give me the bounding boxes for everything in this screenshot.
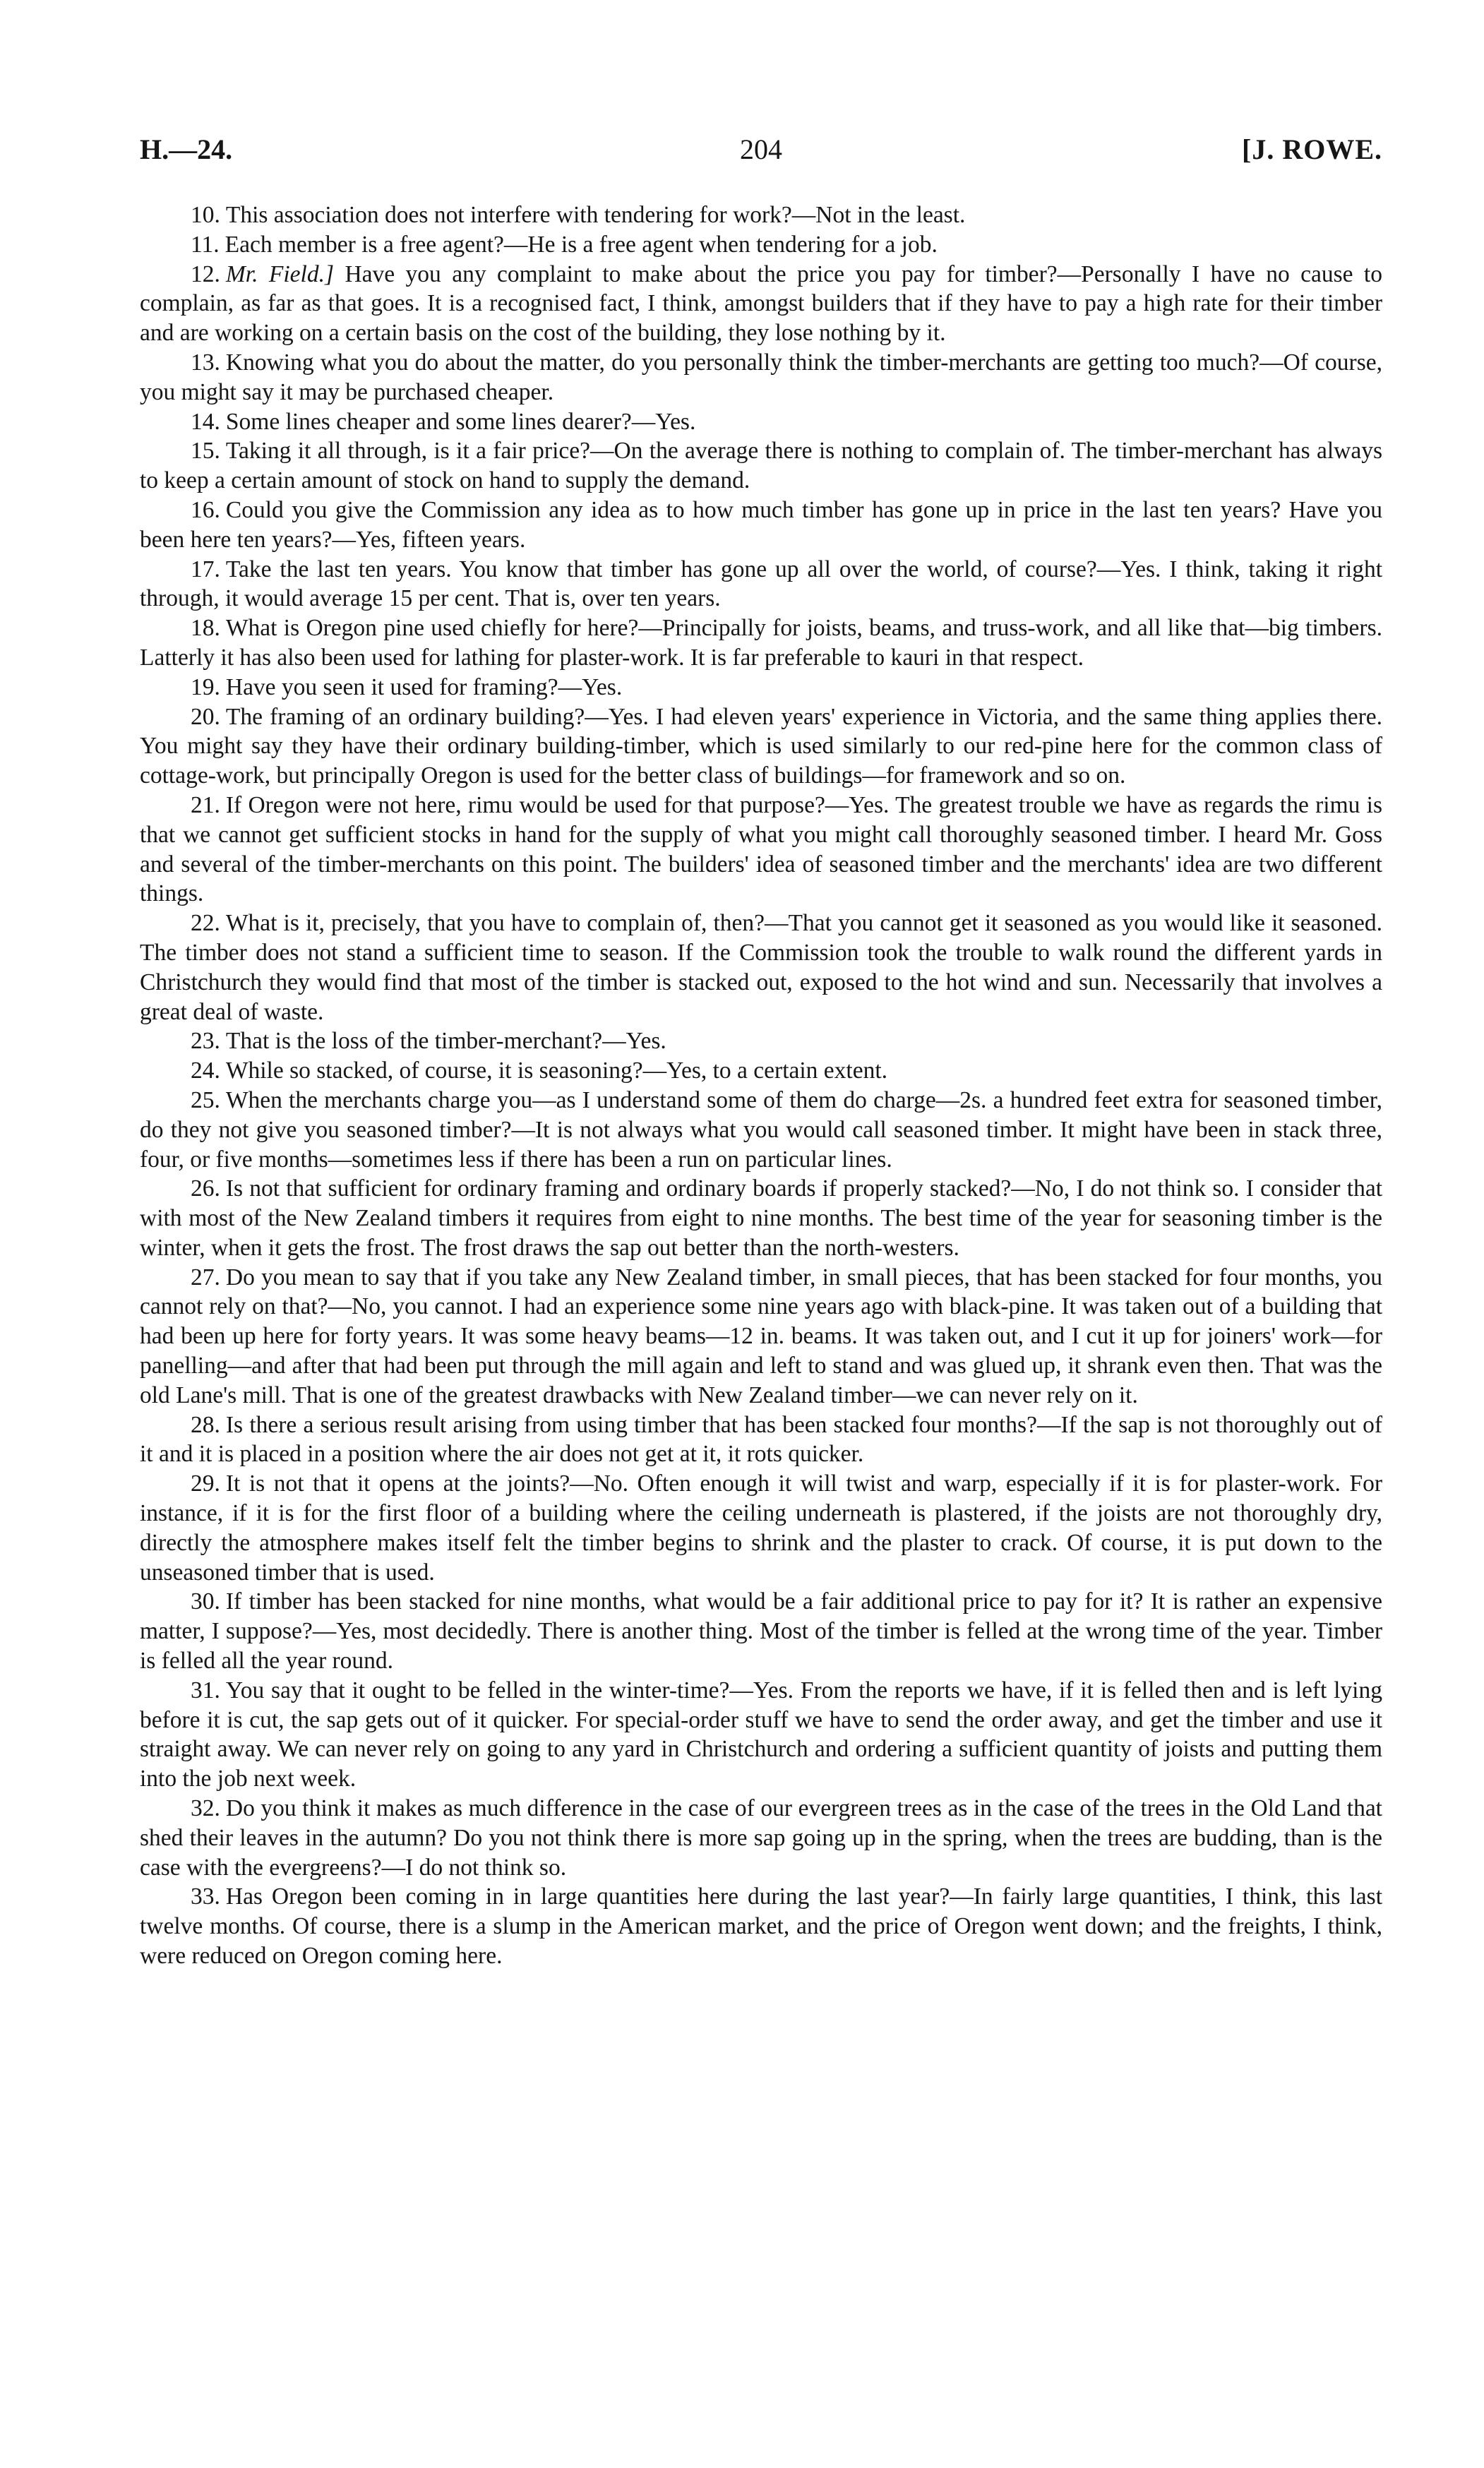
question-number: 23.: [191, 1028, 220, 1055]
question-text: That is the loss of the timber-merchant?—Yes.: [225, 1028, 666, 1055]
question-number: 19.: [191, 673, 220, 700]
question-number: 28.: [191, 1411, 220, 1438]
question-14: [140, 407, 1382, 437]
question-20: [140, 702, 1382, 791]
question-15: [140, 436, 1382, 496]
question-29: [140, 1469, 1382, 1587]
question-24: [140, 1056, 1382, 1086]
question-text: While so stacked, of course, it is seasoning?—Yes, to a certain extent.: [225, 1058, 888, 1084]
question-22: [140, 909, 1382, 1026]
question-text: Have you seen it used for framing?—Yes.: [225, 673, 623, 700]
paper-code: H.—24.: [140, 133, 233, 165]
question-text: Some lines cheaper and some lines dearer?—Yes.: [225, 408, 696, 435]
question-21: [140, 791, 1382, 909]
question-number: 21.: [191, 791, 220, 818]
question-number: 10.: [191, 202, 220, 228]
question-13: [140, 348, 1382, 407]
question-text: Could you give the Commission any idea as to how much timber has gone up in price in the last ten years? Have you been here ten years?—Yes, fifteen years.: [140, 496, 1382, 553]
question-number: 18.: [191, 615, 220, 642]
question-number: 16.: [191, 496, 220, 523]
question-16: [140, 496, 1382, 555]
question-text: Do you think it makes as much difference in the case of our evergreen trees as in the case of the trees in the Old Land that shed their leaves in the autumn? Do you not think there is more sap going up in the spring, when the trees are budding, than is the case with the evergreens?—I do not think so.: [140, 1795, 1382, 1881]
question-31: [140, 1676, 1382, 1794]
question-number: 20.: [191, 703, 220, 730]
question-text: Taking it all through, is it a fair price?—On the average there is nothing to complain of. The timber-merchant has always to keep a certain amount of stock on hand to supply the demand.: [140, 438, 1382, 494]
question-number: 17.: [191, 556, 220, 582]
question-27: [140, 1263, 1382, 1410]
question-number: 30.: [191, 1588, 220, 1615]
question-number: 22.: [191, 910, 220, 937]
question-number: 31.: [191, 1677, 220, 1703]
question-number: 24.: [191, 1058, 220, 1084]
question-number: 29.: [191, 1470, 220, 1497]
question-text: Each member is a free agent?—He is a free agent when tendering for a job.: [225, 231, 938, 258]
question-33: [140, 1882, 1382, 1970]
question-text: When the merchants charge you—as I understand some of them do charge—2s. a hundred feet extra for seasoned timber, do they not give you seasoned timber?—It is not always what you would call seasoned timber. It might have been in stack three, four, or five months—sometimes less if there has been a run on particular lines.: [140, 1086, 1382, 1173]
testimony-body: [140, 200, 1382, 1971]
question-number: 12.: [191, 260, 220, 287]
question-text: What is Oregon pine used chiefly for here?—Principally for joists, beams, and truss-work, and all like that—big timbers. Latterly it has also been used for lathing for plaster-work. It is far preferable to kauri in that respect.: [140, 615, 1382, 671]
question-19: [140, 673, 1382, 702]
question-text: If Oregon were not here, rimu would be used for that purpose?—Yes. The greatest trouble we have as regards the rimu is that we cannot get sufficient stocks in hand for the supply of what you might call thoroughly seasoned timber. I heard Mr. Goss and several of the timber-merchants on this point. The builders' idea of seasoned timber and the merchants' idea are two different things.: [140, 791, 1382, 907]
question-text: Do you mean to say that if you take any New Zealand timber, in small pieces, that has been stacked for four months, you cannot rely on that?—No, you cannot. I had an experience some nine years ago with black-pine. It was taken out of a building that had been up here for forty years. It was some heavy beams—12 in. beams. It was taken out, and I cut it up for joiners' work—for panelling—and after that had been put through the mill again and left to stand and was glued up, it shrank even then. That was the old Lane's mill. That is one of the greatest drawbacks with New Zealand timber—we can never rely on it.: [140, 1264, 1382, 1408]
question-10: [140, 200, 1382, 230]
question-32: [140, 1794, 1382, 1882]
question-text: Has Oregon been coming in in large quantities here during the last year?—In fairly large quantities, I think, this last twelve months. Of course, there is a slump in the American market, and the price of Oregon went down; and the freights, I think, were reduced on Oregon coming here.: [140, 1883, 1382, 1970]
question-12: [140, 260, 1382, 348]
question-text: This association does not interfere with tendering for work?—Not in the least.: [225, 202, 966, 228]
question-text: What is it, precisely, that you have to complain of, then?—That you cannot get it seasoned as you would like it seasoned. The timber does not stand a sufficient time to season. If the Commission took the trouble to walk round the different yards in Christchurch they would find that most of the timber is stacked out, exposed to the hot wind and sun. Necessarily that involves a great deal of waste.: [140, 910, 1382, 1025]
witness-name: [J. ROWE.: [1242, 133, 1382, 165]
question-25: [140, 1086, 1382, 1174]
question-26: [140, 1174, 1382, 1262]
question-number: 27.: [191, 1264, 220, 1290]
question-number: 13.: [191, 349, 220, 376]
question-text: Take the last ten years. You know that timber has gone up all over the world, of course?—Yes. I think, taking it right through, it would average 15 per cent. That is, over ten years.: [140, 556, 1382, 612]
question-text: Is not that sufficient for ordinary framing and ordinary boards if properly stacked?—No, I do not think so. I consider that with most of the New Zealand timbers it requires from eight to nine months. The best time of the year for seasoning timber is the winter, when it gets the frost. The frost draws the sap out better than the north-westers.: [140, 1175, 1382, 1261]
page-number: 204: [740, 133, 782, 165]
speaker-name: Mr. Field.]: [225, 260, 335, 287]
question-text: Is there a serious result arising from using timber that has been stacked four months?—If the sap is not thoroughly out of it and it is placed in a position where the air does not get at it, it rots quicker.: [140, 1411, 1382, 1468]
question-30: [140, 1587, 1382, 1675]
question-number: 15.: [191, 438, 220, 465]
question-text: If timber has been stacked for nine months, what would be a fair additional price to pay for it? It is rather an expensive matter, I suppose?—Yes, most decidedly. There is another thing. Most of the timber is felled at the wrong time of the year. Timber is felled all the year round.: [140, 1588, 1382, 1675]
question-number: 25.: [191, 1086, 220, 1113]
question-text: Knowing what you do about the matter, do you personally think the timber-merchants are getting too much?—Of course, you might say it may be purchased cheaper.: [140, 349, 1382, 405]
question-number: 33.: [191, 1883, 220, 1910]
question-28: [140, 1410, 1382, 1470]
question-17: [140, 555, 1382, 614]
question-text: Have you any complaint to make about the price you pay for timber?—Personally I have no cause to complain, as far as that goes. It is a recognised fact, I think, amongst builders that if they have to pay a high rate for their timber and are working on a certain basis on the cost of the building, they lose nothing by it.: [140, 260, 1382, 347]
question-number: 11.: [191, 231, 220, 258]
question-number: 32.: [191, 1795, 220, 1822]
page-header: [140, 128, 1382, 171]
question-number: 14.: [191, 408, 220, 435]
question-number: 26.: [191, 1175, 220, 1202]
question-11: [140, 230, 1382, 260]
question-18: [140, 613, 1382, 673]
question-text: The framing of an ordinary building?—Yes. I had eleven years' experience in Victoria, and the same thing applies there. You might say they have their ordinary building-timber, which is used similarly to our red-pine here for the common class of cottage-work, but principally Oregon is used for the better class of buildings—for framework and so on.: [140, 703, 1382, 789]
question-23: [140, 1026, 1382, 1056]
question-text: It is not that it opens at the joints?—No. Often enough it will twist and warp, especially if it is for plaster-work. For instance, if it is for the first floor of a building where the ceiling underneath is plastered, if the joists are not thoroughly dry, directly the atmosphere makes itself felt the timber begins to shrink and the plaster to crack. Of course, it is put down to the unseasoned timber that is used.: [140, 1470, 1382, 1586]
question-text: You say that it ought to be felled in the winter-time?—Yes. From the reports we have, if it is felled then and is left lying before it is cut, the sap gets out of it quicker. For special-order stuff we have to send the order away, and get the timber and use it straight away. We can never rely on going to any yard in Christchurch and ordering a sufficient quantity of joists and putting them into the job next week.: [140, 1677, 1382, 1792]
